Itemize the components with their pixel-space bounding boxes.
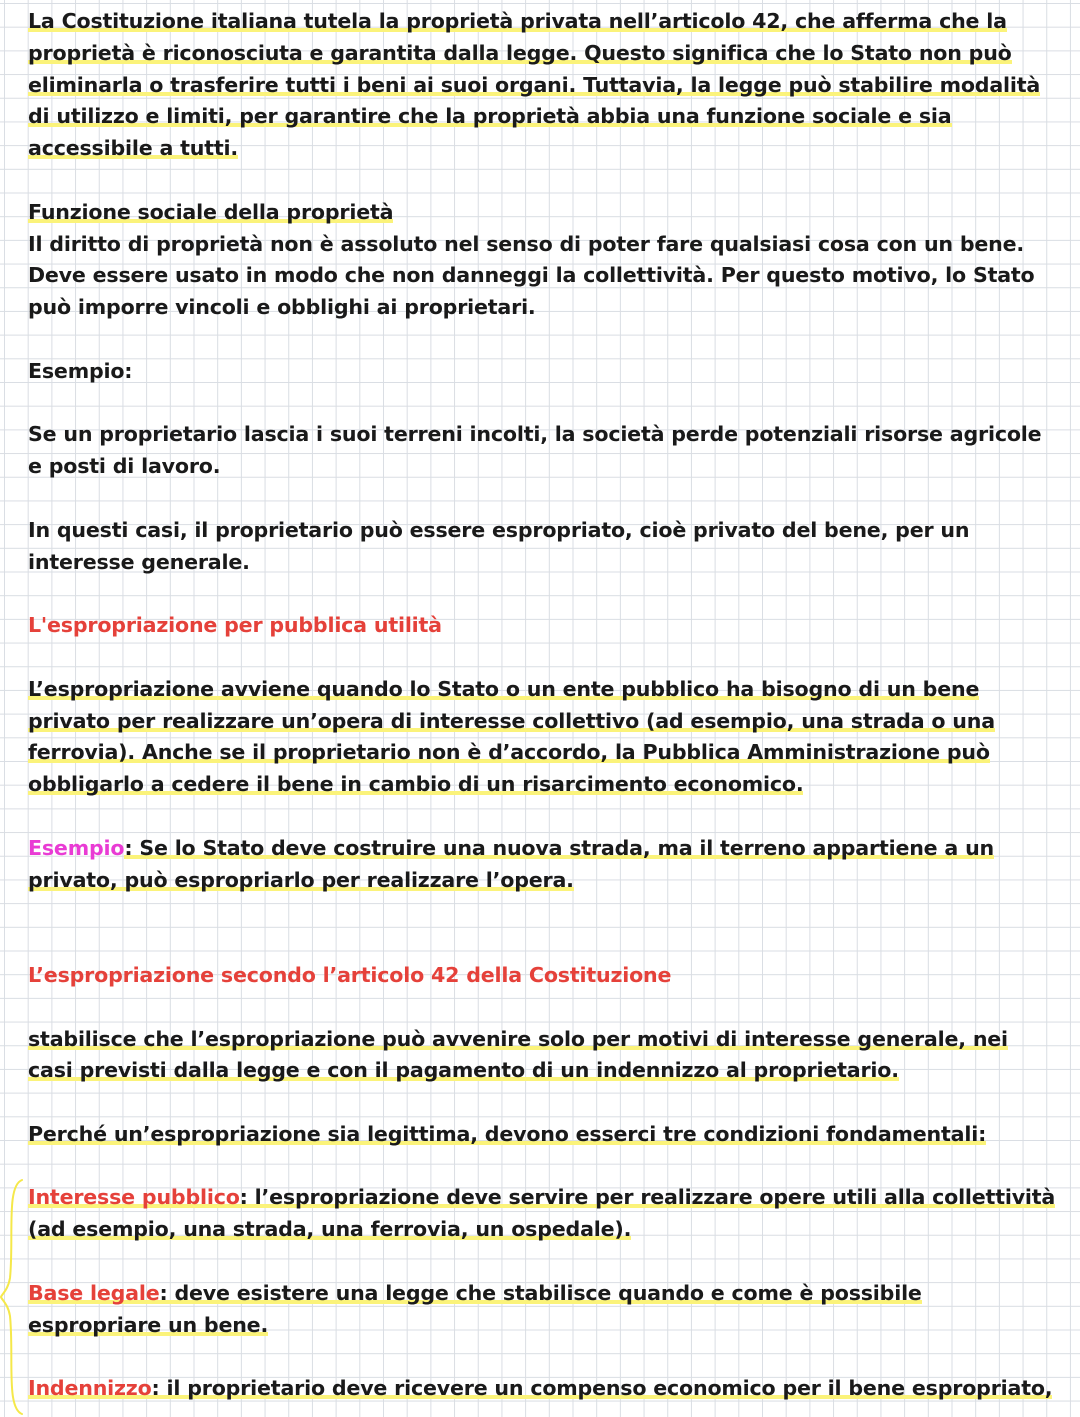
public-utility-example <box>28 833 1058 897</box>
example-text: Se un proprietario lascia i suoi terreni incolti, la società perde potenziali risorse agricole e posti di lavoro. <box>28 422 1042 479</box>
condition-text: : l’espropriazione deve servire per realizzare opere utili alla collettività (ad esempio, una strada, una ferrovia, un ospedale). <box>28 1185 1056 1242</box>
social-function-heading: Funzione sociale della proprietà <box>28 199 394 224</box>
conditions-intro: Perché un’espropriazione sia legittima, devono esserci tre condizioni fondamentali: <box>28 1121 987 1146</box>
public-utility-example-text: Se lo Stato deve costruire una nuova strada, ma il terreno appartiene a un privato, può espropriarlo per realizzare l’opera. <box>28 835 995 892</box>
article42-heading: L’espropriazione secondo l’articolo 42 della Costituzione <box>28 962 672 987</box>
condition-term: Indennizzo <box>28 1376 152 1401</box>
public-utility-heading: L'espropriazione per pubblica utilità <box>28 613 442 638</box>
public-utility-body: L’espropriazione avviene quando lo Stato o un ente pubblico ha bisogno di un bene privato per realizzare un’opera di interesse collettivo (ad esempio, una strada o una ferrovia). Anche se il proprietario non è d’accordo, la Pubblica Amministrazione può obbligarlo a cedere il bene in cambio di un risarcimento economico. <box>28 676 995 797</box>
curly-brace-icon <box>0 1178 26 1416</box>
condition-term: Interesse pubblico <box>28 1185 240 1210</box>
social-function-section <box>28 197 1058 324</box>
condition-text: : il proprietario deve ricevere un compenso economico per il bene espropriato, <box>151 1376 1053 1401</box>
intro-paragraph: La Costituzione italiana tutela la proprietà privata nell’articolo 42, che afferma che la proprietà è riconosciuta e garantita dalla legge. Questo significa che lo Stato non può eliminarla o trasferire tutti i beni ai suoi organi. Tuttavia, la legge può stabilire modalità di utilizzo e limiti, per garantire che la proprietà abbia una funzione sociale e sia accessibile a tutti. <box>28 9 1041 161</box>
example-label: Esempio: <box>28 358 133 383</box>
consequence-text: In questi casi, il proprietario può essere espropriato, cioè privato del bene, per un interesse generale. <box>28 517 970 574</box>
example-colon: : <box>124 835 133 860</box>
condition-item <box>28 1182 1058 1246</box>
notes-page <box>28 6 1058 1405</box>
condition-text: : deve esistere una legge che stabilisce quando e come è possibile espropriare un bene. <box>28 1280 922 1337</box>
article42-body: stabilisce che l’espropriazione può avvenire solo per motivi di interesse generale, nei casi previsti dalla legge e con il pagamento di un indennizzo al proprietario. <box>28 1026 1008 1083</box>
example-label-magenta: Esempio <box>28 835 125 860</box>
condition-item <box>28 1373 1058 1405</box>
condition-term: Base legale <box>28 1280 160 1305</box>
social-function-body: Il diritto di proprietà non è assoluto nel senso di poter fare qualsiasi cosa con un bene. Deve essere usato in modo che non danneggi la collettività. Per questo motivo, lo Stato può imporre vincoli e obblighi ai proprietari. <box>28 231 1035 320</box>
condition-item <box>28 1278 1058 1342</box>
